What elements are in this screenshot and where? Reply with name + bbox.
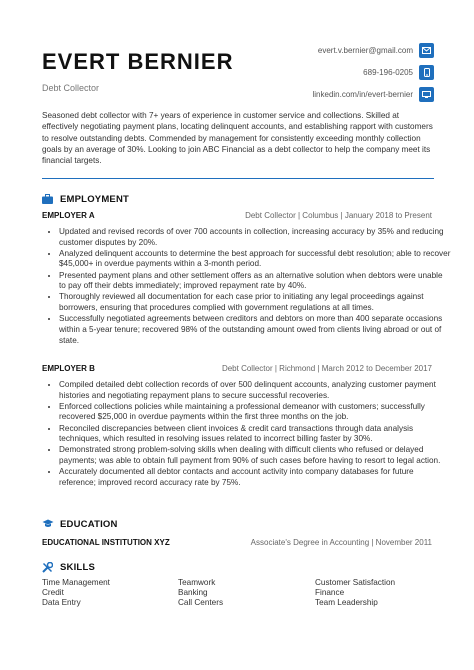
list-item: • Compiled detailed debt collection records of over 500 delinquent accounts, analyzing customer payment histories and negotiating repayment plans to secure successful recoveries. [59, 380, 451, 401]
skill-item: Teamwork [178, 578, 216, 587]
contact-email [204, 42, 434, 58]
contact-linkedin [204, 86, 434, 102]
phone-icon [419, 65, 434, 80]
contact-phone [204, 64, 434, 80]
employment-heading [42, 193, 129, 205]
graduation-cap-icon [42, 518, 54, 530]
skills-grid [42, 578, 442, 607]
tools-icon [42, 561, 54, 573]
employer-b-row [42, 364, 432, 373]
skill-item: Team Leadership [315, 598, 378, 607]
list-item: • Thoroughly reviewed all documentation for each case prior to initiating any legal proceedings against borrowers, ensuring that procedures complied with government regulations at all times. [59, 292, 451, 313]
skill-item: Credit [42, 588, 64, 597]
skills-title: SKILLS [60, 561, 95, 573]
skill-item: Data Entry [42, 598, 81, 607]
degree-meta: Associate's Degree in Accounting | November 2011 [250, 538, 432, 547]
education-title: EDUCATION [60, 518, 118, 530]
list-item: • Demonstrated strong problem-solving skills when dealing with difficult clients who refused or delayed payments; was able to obtain full payment from 90% of such cases before having to resort to legal action. [59, 445, 451, 466]
skill-item: Call Centers [178, 598, 224, 607]
list-item: • Updated and revised records of over 700 accounts in collection, increasing accuracy by 35% and reducing customer disputes by 20%. [59, 227, 451, 248]
skills-heading [42, 561, 95, 573]
skill-item: Finance [315, 588, 345, 597]
employer-b-meta: Debt Collector | Richmond | March 2012 to December 2017 [221, 364, 432, 373]
employment-title: EMPLOYMENT [60, 193, 130, 205]
skill-item: Banking [178, 588, 208, 597]
skill-item: Time Management [42, 578, 110, 587]
institution-name: EDUCATIONAL INSTITUTION XYZ [42, 538, 170, 547]
employer-a-name: EMPLOYER A [42, 211, 95, 220]
linkedin-icon [419, 87, 434, 102]
list-item: • Enforced collections policies while maintaining a professional demeanor with customers; successfully recovered $25,000 in overdue payments within the first three months on the job. [59, 402, 451, 423]
education-heading [42, 518, 118, 530]
professional-summary: Seasoned debt collector with 7+ years of experience in customer service and collections. Skilled at effectively negotiating payment plans, locating delinquent accounts, and establishing rapport with customers to resolve outstanding debts. Commended by management for consistently exceeding monthly collection goals by an average of 30%. Looking to join ABC Financial as a debt collector to help the company meet its financial targets. [42, 111, 433, 166]
employer-b-name: EMPLOYER B [42, 364, 95, 373]
list-item: • Reconciled discrepancies between client invoices & credit card transactions through data analysis techniques, which resulted in resolving issues related to incorrect billing faster by 30%. [59, 424, 451, 445]
header-divider [42, 178, 434, 179]
list-item: • Analyzed delinquent accounts to determine the best approach for successful debt resolution; able to recover $45,000+ in overdue payments within a 3-month period. [59, 249, 451, 270]
list-item: • Accurately documented all debtor contacts and account activity into company databases for future reference; improved record accuracy rate by 75%. [59, 467, 451, 488]
briefcase-icon [42, 193, 54, 205]
list-item: • Presented payment plans and other settlement offers as an alternative solution when debtors were unable to pay off their debts immediately; improved repayment rate by 40%. [59, 271, 451, 292]
education-row [42, 538, 432, 547]
employer-b-bullets [42, 380, 451, 489]
phone-text[interactable]: 689-196-0205 [363, 67, 413, 77]
email-text[interactable]: evert.v.bernier@gmail.com [317, 45, 413, 55]
employer-a-bullets [42, 227, 451, 347]
candidate-name: EVERT BERNIER [42, 49, 234, 74]
skill-item: Customer Satisfaction [315, 578, 396, 587]
mail-icon [419, 43, 434, 58]
employer-a-meta: Debt Collector | Columbus | January 2018 to Present [245, 211, 432, 220]
job-title: Debt Collector [42, 83, 100, 93]
linkedin-text[interactable]: linkedin.com/in/evert-bernier [312, 89, 413, 99]
employer-a-row [42, 211, 432, 220]
list-item: • Successfully negotiated agreements between creditors and debtors on more than 400 separate occasions within a 5-year tenure; recovered 98% of the outstanding amount owed from clients living abroad or out of state. [59, 314, 451, 346]
contact-block [204, 42, 434, 108]
